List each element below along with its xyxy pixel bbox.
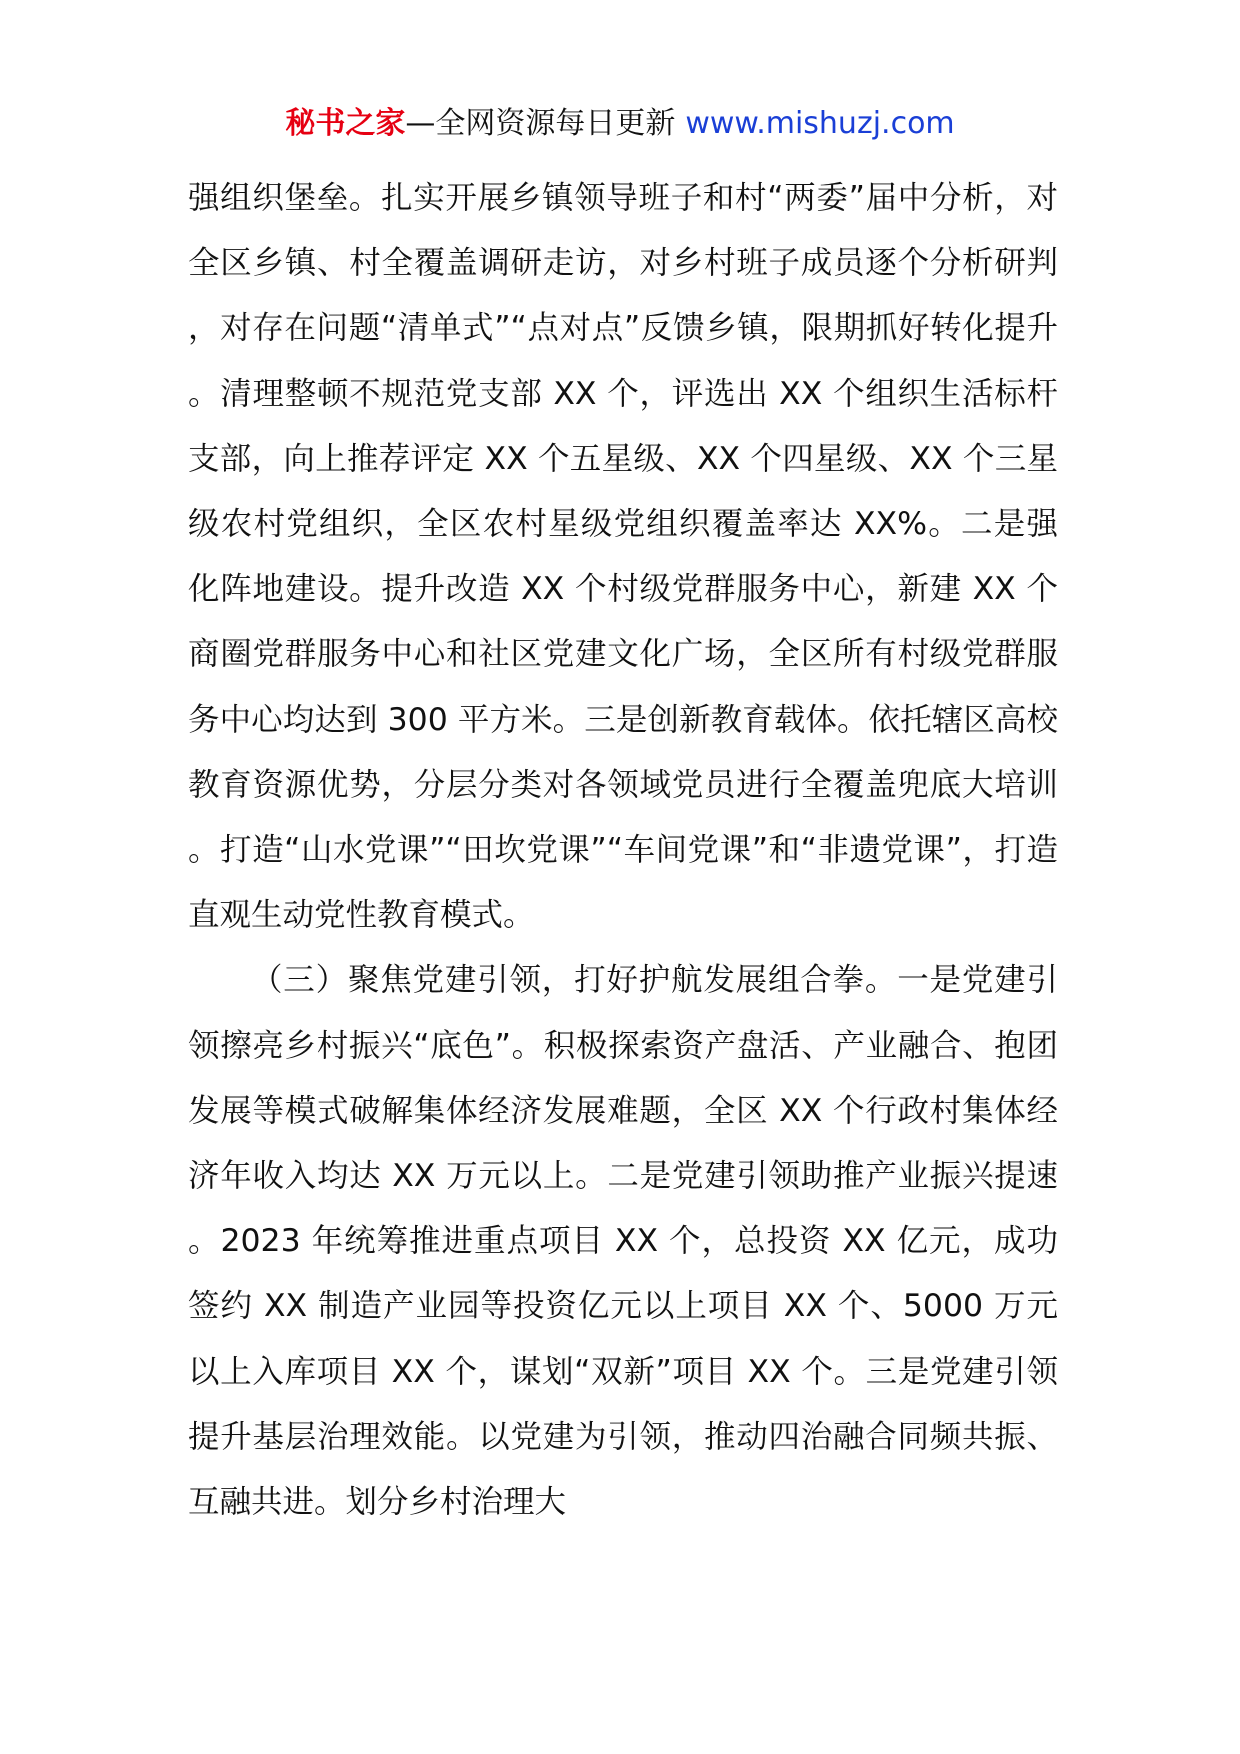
brand-name: 秘书之家 [285, 106, 406, 141]
site-url-link[interactable]: www.mishuzj.com [685, 106, 955, 141]
paragraph-continued: 强组织堡垒。扎实开展乡镇领导班子和村“两委”届中分析，对全区乡镇、村全覆盖调研走访，对乡村班子成员逐个分析研判，对存在问题“清单式”“点对点”反馈乡镇，限期抓好转化提升。清理整顿不规范党支部 XX 个，评选出 XX 个组织生活标杆支部，向上推荐评定 XX 个五星级、XX 个四星级、XX 个三星级农村党组织，全区农村星级党组织覆盖率达 XX%。二是强化阵地建设。提升改造 XX 个村级党群服务中心，新建 XX 个商圈党群服务中心和社区党建文化广场，全区所有村级党群服务中心均达到 300 平方米。三是创新教育载体。依托辖区高校教育资源优势，分层分类对各领域党员进行全覆盖兜底大培训。打造“山水党课”“田坎党课”“车间党课”和“非遗党课”，打造直观生动党性教育模式。 [188, 180, 1058, 934]
document-body [188, 166, 1058, 1535]
page-header [0, 102, 1240, 146]
header-tagline: —全网资源每日更新 [405, 106, 676, 141]
paragraph-section-three: （三）聚焦党建引领，打好护航发展组合拳。一是党建引领擦亮乡村振兴“底色”。积极探索资产盘活、产业融合、抱团发展等模式破解集体经济发展难题，全区 XX 个行政村集体经济年收入均达 XX 万元以上。二是党建引领助推产业振兴提速。2023 年统筹推进重点项目 XX 个，总投资 XX 亿元，成功签约 XX 制造产业园等投资亿元以上项目 XX 个、5000 万元以上入库项目 XX 个，谋划“双新”项目 XX 个。三是党建引领提升基层治理效能。以党建为引领，推动四治融合同频共振、互融共进。划分乡村治理大 [188, 962, 1058, 1521]
